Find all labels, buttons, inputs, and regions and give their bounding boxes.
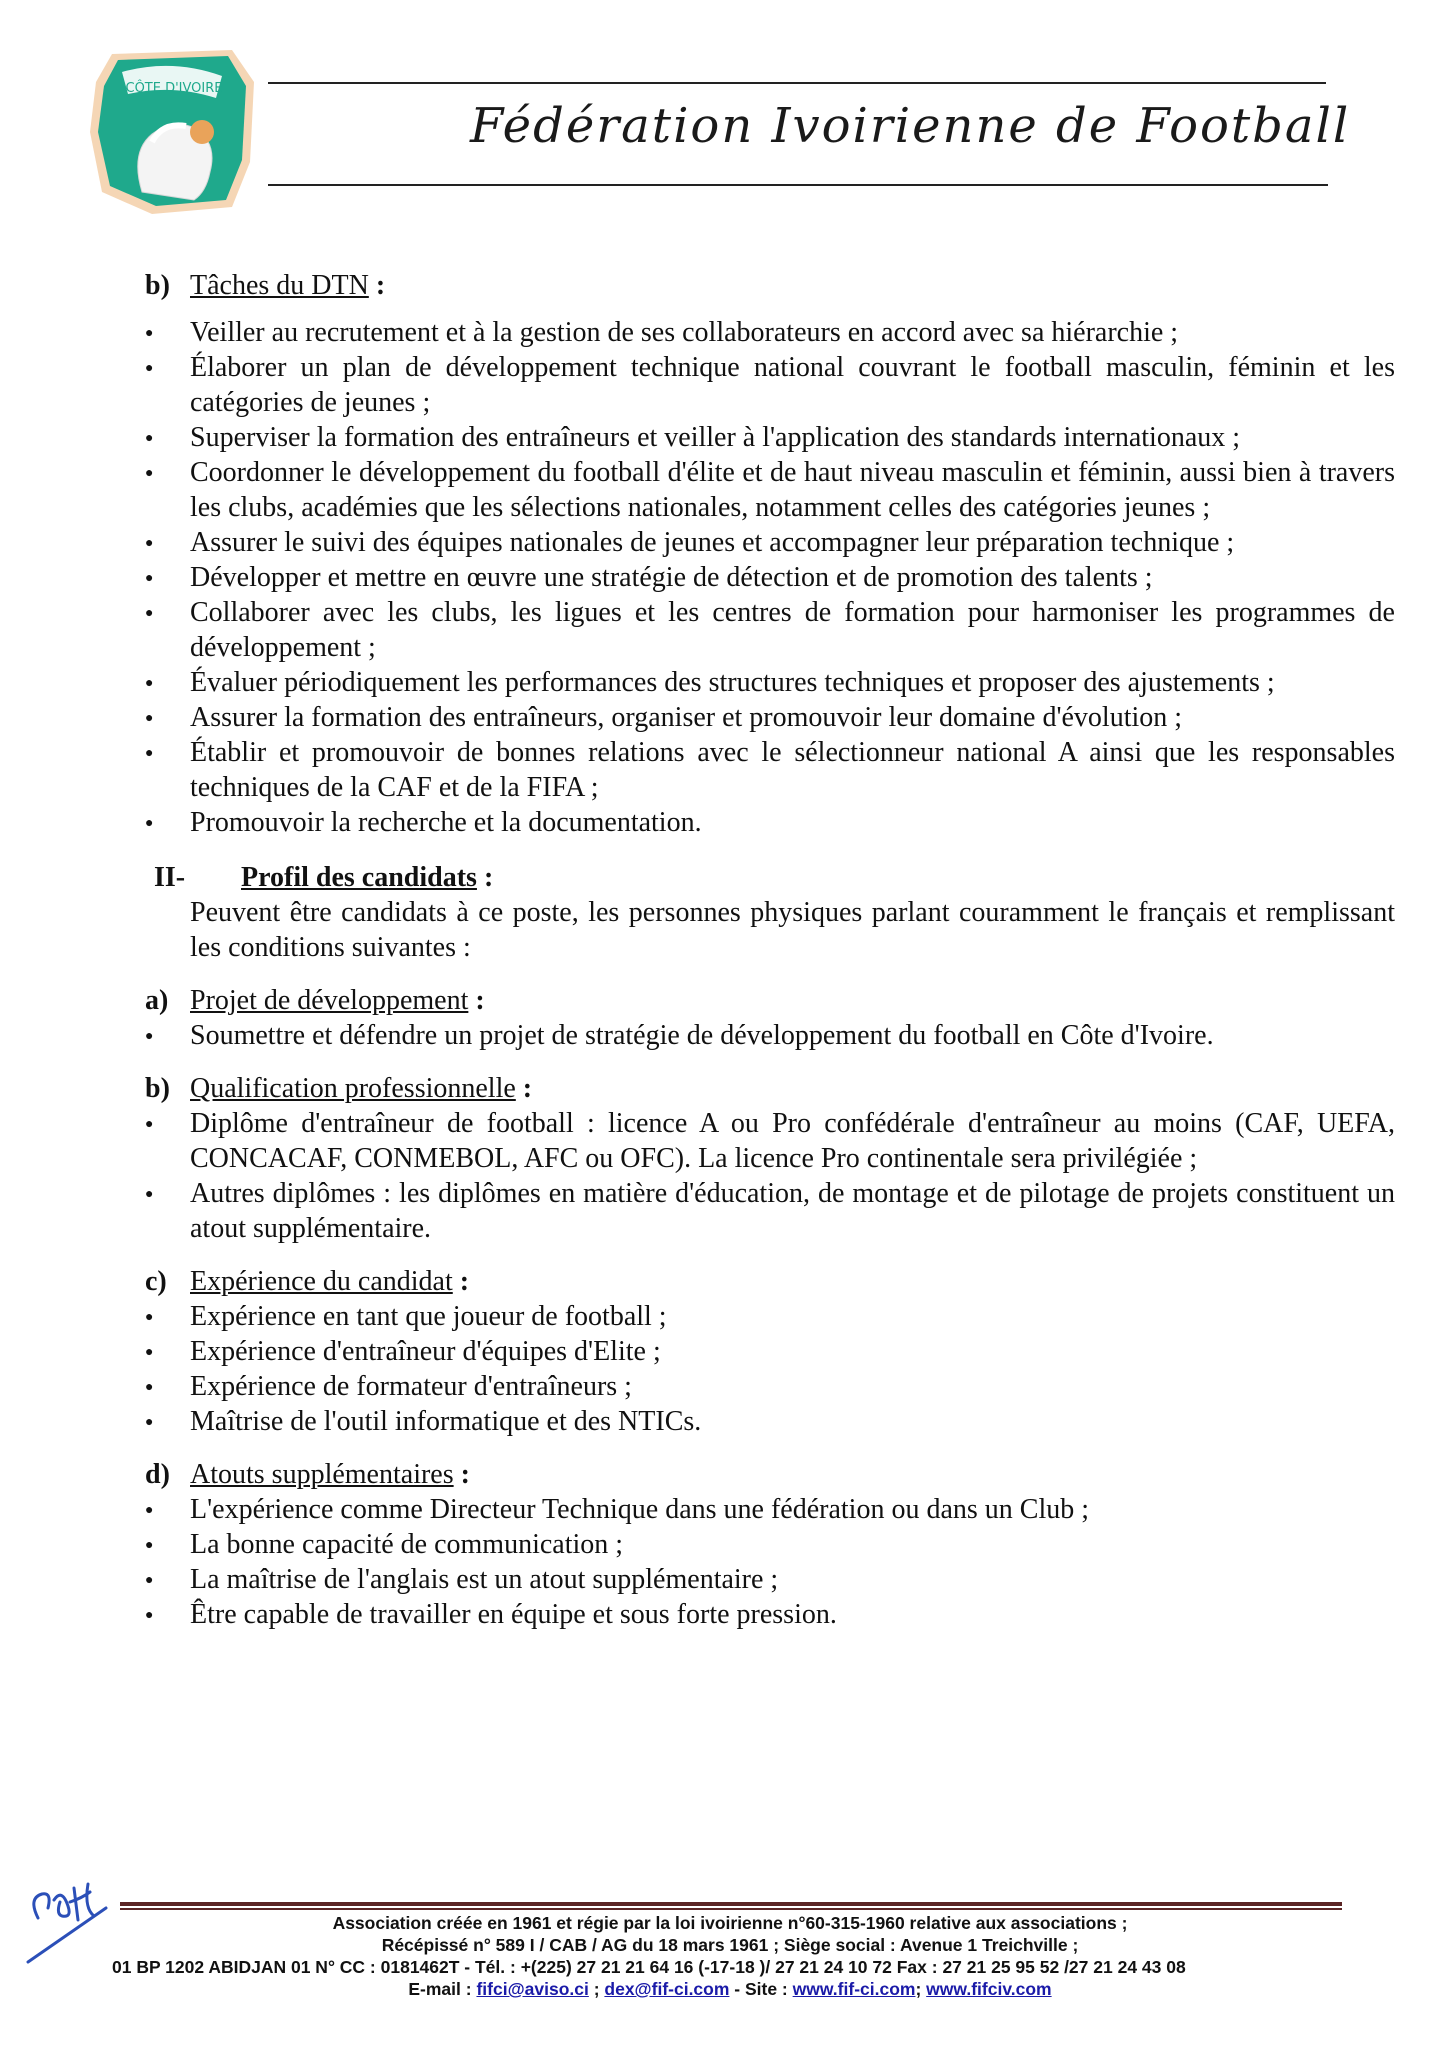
taches-list bbox=[145, 315, 1395, 840]
list-item: ● Veiller au recrutement et à la gestion de ses collaborateurs en accord avec sa hiérarchie ; bbox=[145, 315, 1395, 350]
list-item: ● L'expérience comme Directeur Technique dans une fédération ou dans un Club ; bbox=[145, 1492, 1395, 1527]
section-title: Tâches du DTN bbox=[190, 270, 369, 301]
projet-list bbox=[145, 1018, 1395, 1053]
footer-line-2: Récépissé n° 589 I / CAB / AG du 18 mars 1961 ; Siège social : Avenue 1 Treichville ; bbox=[381, 1935, 1079, 1955]
footer-block bbox=[100, 1912, 1360, 2000]
handwritten-initials bbox=[18, 1858, 113, 1968]
federation-title: Fédération Ivoirienne de Football bbox=[470, 98, 1351, 154]
section-atouts: d) Atouts supplémentaires : bbox=[145, 1459, 470, 1490]
list-item: ● La bonne capacité de communication ; bbox=[145, 1527, 1395, 1562]
atouts-list bbox=[145, 1492, 1395, 1632]
list-item: ● Collaborer avec les clubs, les ligues et les centres de formation pour harmoniser les programmes de développement ; bbox=[145, 595, 1395, 665]
list-item: ● Expérience d'entraîneur d'équipes d'Elite ; bbox=[145, 1334, 1395, 1369]
list-item: ● Assurer le suivi des équipes nationales de jeunes et accompagner leur préparation technique ; bbox=[145, 525, 1395, 560]
header-rule-bottom bbox=[268, 184, 1328, 186]
header-rule-top bbox=[268, 82, 1326, 84]
list-item: ● Autres diplômes : les diplômes en matière d'éducation, de montage et de pilotage de projets constituent un atout supplémentaire. bbox=[145, 1176, 1395, 1246]
section-title: Qualification professionnelle bbox=[190, 1073, 516, 1104]
section-title: Expérience du candidat bbox=[190, 1266, 453, 1297]
section-title: Projet de développement bbox=[190, 985, 469, 1016]
section-projet: a) Projet de développement : bbox=[145, 985, 485, 1016]
list-item: ● Coordonner le développement du football d'élite et de haut niveau masculin et féminin, aussi bien à travers les clubs, académies que les sélections nationales, notamment celles des catégories jeunes ; bbox=[145, 455, 1395, 525]
footer-rule-thin bbox=[120, 1908, 1342, 1910]
list-item: ● Assurer la formation des entraîneurs, organiser et promouvoir leur domaine d'évolution ; bbox=[145, 700, 1395, 735]
site-link-fif-ci[interactable]: www.fif-ci.com bbox=[792, 1979, 916, 1999]
footer-line-3: 01 BP 1202 ABIDJAN 01 N° CC : 0181462T - Tél. : +(225) 27 21 21 64 16 (-17-18 )/ 27 21 24 10 72 Fax : 27 21 25 95 52 /27 21 24 43 08 bbox=[112, 1957, 1186, 1977]
fif-logo bbox=[82, 42, 267, 222]
document-body bbox=[145, 268, 1395, 1632]
profil-intro: Peuvent être candidats à ce poste, les personnes physiques parlant couramment le français et remplissant les conditions suivantes : bbox=[190, 897, 1395, 963]
email-link-fifci[interactable]: fifci@aviso.ci bbox=[476, 1979, 589, 1999]
list-item: ● Promouvoir la recherche et la documentation. bbox=[145, 805, 1395, 840]
list-item: ● Soumettre et défendre un projet de stratégie de développement du football en Côte d'Ivoire. bbox=[145, 1018, 1395, 1053]
list-item: ● Établir et promouvoir de bonnes relations avec le sélectionneur national A ainsi que les responsables techniques de la CAF et de la FIFA ; bbox=[145, 735, 1395, 805]
part-title: Profil des candidats bbox=[241, 862, 477, 893]
list-item: ● Diplôme d'entraîneur de football : licence A ou Pro confédérale d'entraîneur au moins (CAF, UEFA, CONCACAF, CONMEBOL, AFC ou OFC). La licence Pro continentale sera privilégiée ; bbox=[145, 1106, 1395, 1176]
experience-list bbox=[145, 1299, 1395, 1439]
footer-rule-thick bbox=[120, 1902, 1342, 1906]
list-item: ● Expérience de formateur d'entraîneurs ; bbox=[145, 1369, 1395, 1404]
list-item: ● Élaborer un plan de développement technique national couvrant le football masculin, féminin et les catégories de jeunes ; bbox=[145, 350, 1395, 420]
section-taches-dtn: b) Tâches du DTN : bbox=[145, 270, 386, 301]
site-link-fifciv[interactable]: www.fifciv.com bbox=[926, 1979, 1052, 1999]
list-item: ● Expérience en tant que joueur de football ; bbox=[145, 1299, 1395, 1334]
list-item: ● La maîtrise de l'anglais est un atout supplémentaire ; bbox=[145, 1562, 1395, 1597]
footer-line-1: Association créée en 1961 et régie par la loi ivoirienne n°60-315-1960 relative aux associations ; bbox=[332, 1913, 1128, 1933]
section-letter: b) bbox=[145, 270, 170, 301]
logo-text: CÔTE D'IVOIRE bbox=[125, 81, 223, 96]
part-profil-candidats: II- Profil des candidats : bbox=[154, 862, 494, 893]
list-item: ● Superviser la formation des entraîneurs et veiller à l'application des standards internationaux ; bbox=[145, 420, 1395, 455]
list-item: ● Maîtrise de l'outil informatique et des NTICs. bbox=[145, 1404, 1395, 1439]
section-experience: c) Expérience du candidat : bbox=[145, 1266, 470, 1297]
list-item: ● Développer et mettre en œuvre une stratégie de détection et de promotion des talents ; bbox=[145, 560, 1395, 595]
footer-contact-line: E-mail : fifci@aviso.ci ; dex@fif-ci.com - Site : www.fif-ci.com; www.fifciv.com bbox=[408, 1979, 1052, 1999]
section-title: Atouts supplémentaires bbox=[190, 1459, 454, 1490]
part-number: II- bbox=[154, 862, 186, 893]
list-item: ● Être capable de travailler en équipe et sous forte pression. bbox=[145, 1597, 1395, 1632]
section-qualification: b) Qualification professionnelle : bbox=[145, 1073, 533, 1104]
email-link-dex[interactable]: dex@fif-ci.com bbox=[604, 1979, 730, 1999]
qualification-list bbox=[145, 1106, 1395, 1246]
list-item: ● Évaluer périodiquement les performances des structures techniques et proposer des ajustements ; bbox=[145, 665, 1395, 700]
